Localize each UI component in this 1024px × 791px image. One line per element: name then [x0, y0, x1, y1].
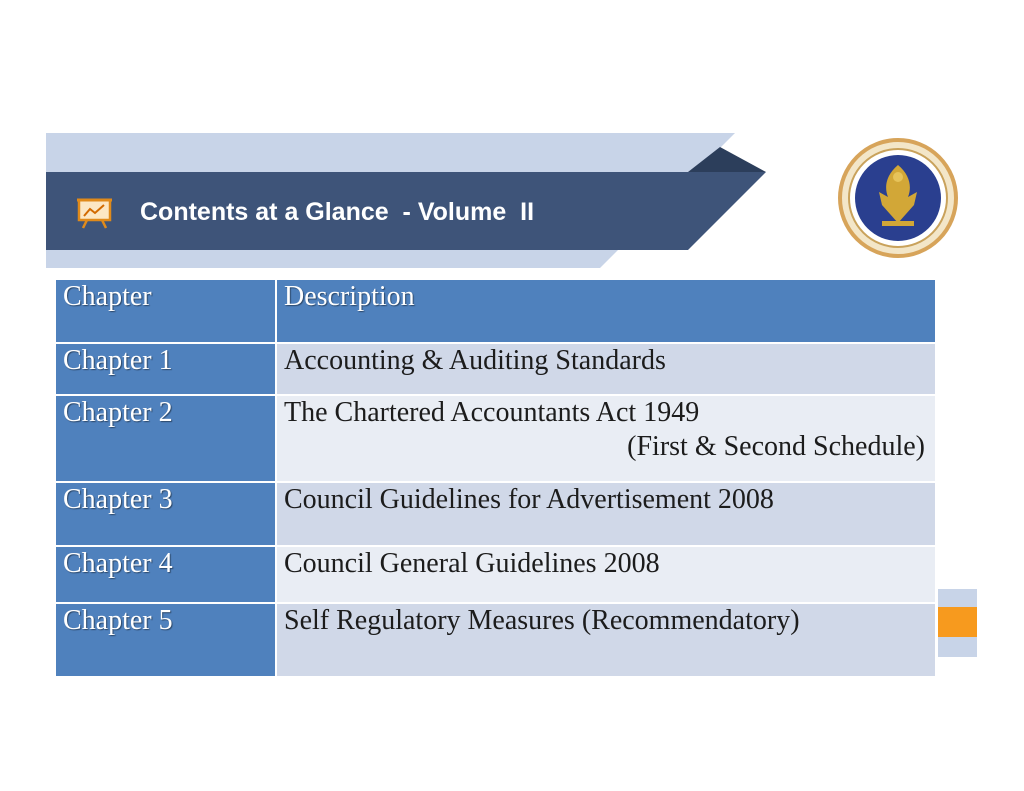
presentation-chart-icon: [77, 197, 112, 229]
contents-table: [54, 278, 937, 678]
description-subtext: (First & Second Schedule): [627, 431, 925, 462]
table-row: [55, 546, 936, 603]
description-cell: Council Guidelines for Advertisement 2008: [276, 482, 936, 546]
description-cell: [276, 395, 936, 482]
slide-side-decoration: [938, 589, 977, 657]
institute-emblem-logo: [837, 137, 959, 259]
table-row: [55, 603, 936, 677]
chapter-cell: Chapter 4: [55, 546, 276, 603]
description-cell: Self Regulatory Measures (Recommendatory): [276, 603, 936, 677]
chapter-cell: Chapter 2: [55, 395, 276, 482]
table-row: [55, 343, 936, 395]
chapter-cell: Chapter 1: [55, 343, 276, 395]
chapter-cell: Chapter 3: [55, 482, 276, 546]
column-header-description: Description: [276, 279, 936, 343]
page-title: Contents at a Glance - Volume II: [140, 198, 535, 226]
table-row: [55, 482, 936, 546]
table-row: [55, 395, 936, 482]
chapter-cell: Chapter 5: [55, 603, 276, 677]
description-cell: Accounting & Auditing Standards: [276, 343, 936, 395]
table-header-row: [55, 279, 936, 343]
column-header-chapter: Chapter: [55, 279, 276, 343]
description-text: The Chartered Accountants Act 1949: [284, 397, 700, 428]
description-cell: Council General Guidelines 2008: [276, 546, 936, 603]
